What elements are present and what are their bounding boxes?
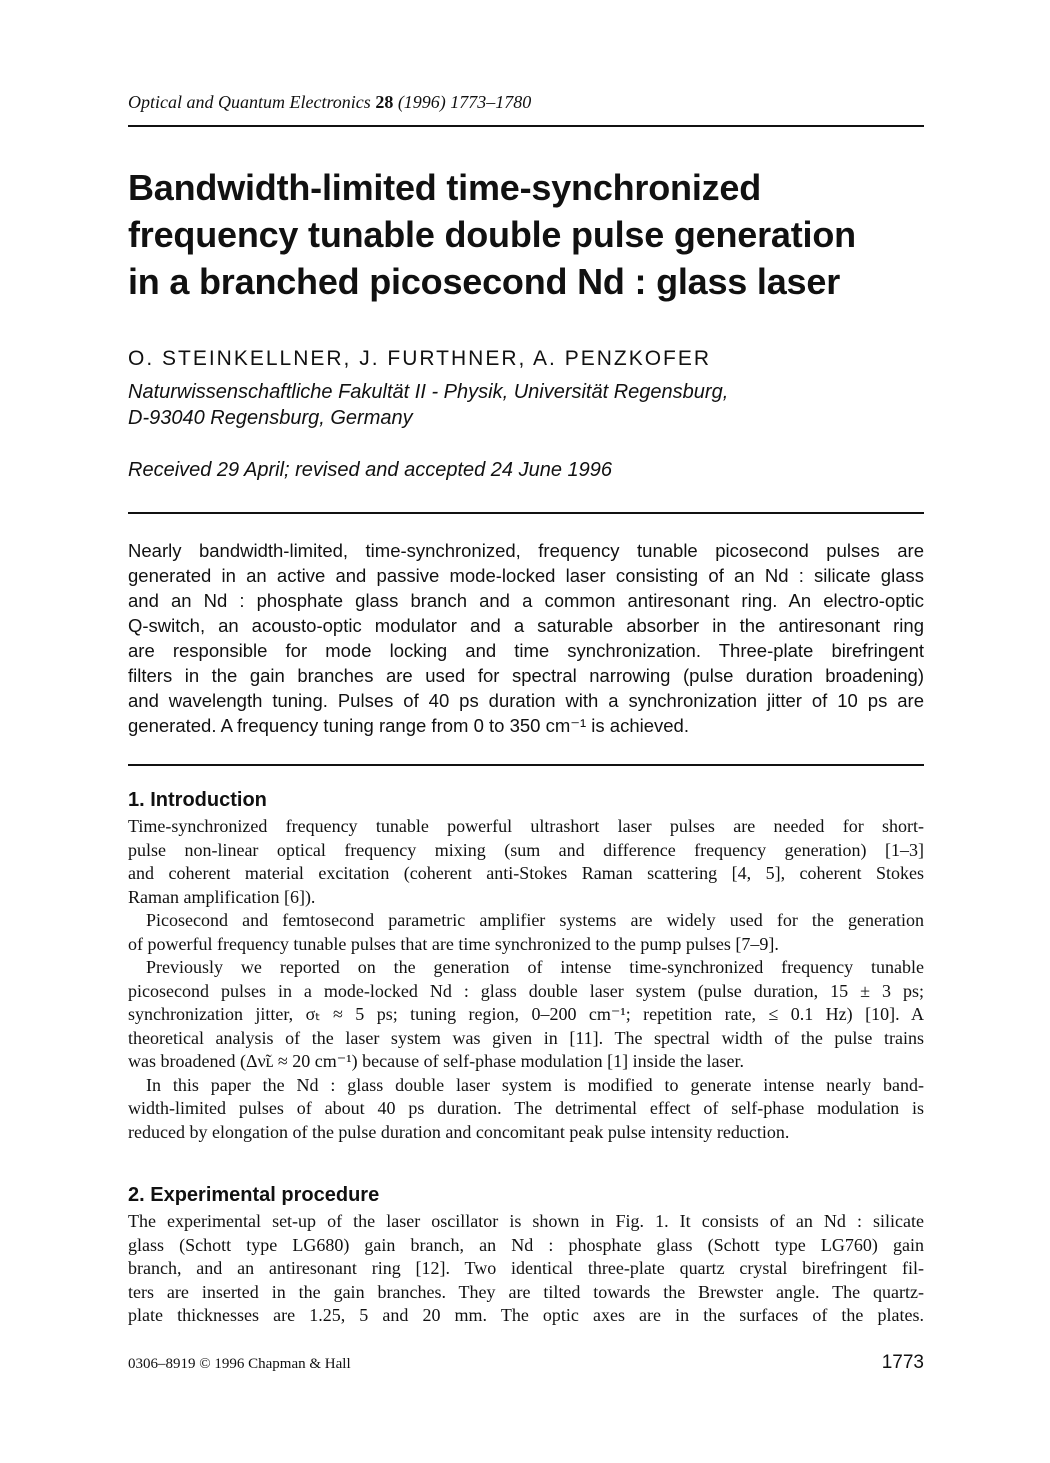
text-line: reduced by elongation of the pulse duration and concomitant peak pulse intensity reduction. bbox=[128, 1121, 790, 1142]
authors: O. STEINKELLNER, J. FURTHNER, A. PENZKOFER bbox=[128, 347, 712, 370]
abstract-bottom-rule bbox=[128, 764, 924, 766]
text-line: picosecond pulses in a mode-locked Nd : glass double laser system (pulse duration, 15 ± 3 ps; bbox=[128, 980, 924, 1001]
section-heading-experimental: 2. Experimental procedure bbox=[128, 1184, 380, 1206]
text-line: was broadened (Δν̃ʟ ≈ 20 cm⁻¹) because of self-phase modulation [1] inside the laser. bbox=[128, 1051, 745, 1071]
introduction-body bbox=[128, 815, 924, 1144]
experimental-body bbox=[128, 1210, 924, 1328]
text-line: Time-synchronized frequency tunable powerful ultrashort laser pulses are needed for short- bbox=[128, 816, 924, 836]
page-number: 1773 bbox=[881, 1352, 924, 1373]
abstract-line: filters in the gain branches are used for spectral narrowing (pulse duration broadening) bbox=[128, 665, 924, 686]
text-line: of powerful frequency tunable pulses that are time synchronized to the pump pulses [7–9]. bbox=[128, 933, 779, 954]
header-rule bbox=[128, 125, 924, 127]
journal-name: Optical and Quantum Electronics bbox=[128, 92, 371, 112]
journal-year-pages: (1996) 1773–1780 bbox=[397, 92, 532, 112]
title-line: Bandwidth-limited time-synchronized bbox=[128, 167, 762, 208]
abstract-line: Q-switch, an acousto-optic modulator and a saturable absorber in the antiresonant ring bbox=[128, 615, 924, 636]
footer-copyright: 0306–8919 © 1996 Chapman & Hall bbox=[128, 1356, 351, 1372]
abstract-line: Nearly bandwidth-limited, time-synchronized, frequency tunable picosecond pulses are bbox=[128, 540, 924, 561]
title-line: frequency tunable double pulse generation bbox=[128, 214, 856, 255]
text-line: plate thicknesses are 1.25, 5 and 20 mm. The optic axes are in the surfaces of the plates. bbox=[128, 1305, 924, 1325]
abstract-line: generated. A frequency tuning range from 0 to 350 cm⁻¹ is achieved. bbox=[128, 715, 689, 736]
abstract-line: and an Nd : phosphate glass branch and a common antiresonant ring. An electro-optic bbox=[128, 590, 924, 611]
text-line: Previously we reported on the generation of intense time-synchronized frequency tunable bbox=[146, 957, 924, 977]
paper-title bbox=[128, 164, 924, 305]
section-heading-introduction: 1. Introduction bbox=[128, 789, 267, 811]
text-line: Picosecond and femtosecond parametric amplifier systems are widely used for the generation bbox=[146, 910, 924, 930]
text-line: synchronization jitter, σₜ ≈ 5 ps; tuning region, 0–200 cm⁻¹; repetition rate, ≤ 0.1 Hz) [10]. A bbox=[128, 1004, 924, 1024]
abstract-line: and wavelength tuning. Pulses of 40 ps duration with a synchronization jitter of 10 ps are bbox=[128, 690, 924, 711]
affiliation-line: D-93040 Regensburg, Germany bbox=[128, 407, 413, 429]
abstract-line: generated in an active and passive mode-locked laser consisting of an Nd : silicate glass bbox=[128, 565, 924, 586]
journal-volume: 28 bbox=[375, 92, 394, 112]
abstract-top-rule bbox=[128, 512, 924, 514]
text-line: Raman amplification [6]). bbox=[128, 886, 316, 907]
affiliation bbox=[128, 379, 728, 431]
abstract bbox=[128, 538, 924, 738]
abstract-line: are responsible for mode locking and time synchronization. Three-plate birefringent bbox=[128, 640, 924, 661]
title-line: in a branched picosecond Nd : glass laser bbox=[128, 261, 841, 302]
journal-header bbox=[128, 92, 531, 113]
received-dates: Received 29 April; revised and accepted 24 June 1996 bbox=[128, 459, 613, 481]
text-line: In this paper the Nd : glass double laser system is modified to generate intense nearly band- bbox=[146, 1074, 924, 1095]
text-line: pulse non-linear optical frequency mixing (sum and difference frequency generation) [1–3] bbox=[128, 839, 924, 860]
text-line: glass (Schott type LG680) gain branch, an Nd : phosphate glass (Schott type LG760) gain bbox=[128, 1234, 924, 1255]
text-line: The experimental set-up of the laser oscillator is shown in Fig. 1. It consists of an Nd : silicate bbox=[128, 1211, 924, 1231]
text-line: branch, and an antiresonant ring [12]. Two identical three-plate quartz crystal birefringent fil- bbox=[128, 1258, 924, 1278]
text-line: width-limited pulses of about 40 ps duration. The detrimental effect of self-phase modulation is bbox=[128, 1098, 924, 1118]
text-line: ters are inserted in the gain branches. They are tilted towards the Brewster angle. The quartz- bbox=[128, 1281, 924, 1302]
text-line: theoretical analysis of the laser system was given in [11]. The spectral width of the pulse trains bbox=[128, 1027, 924, 1048]
text-line: and coherent material excitation (coherent anti-Stokes Raman scattering [4, 5], coherent Stokes bbox=[128, 863, 924, 883]
affiliation-line: Naturwissenschaftliche Fakultät II - Physik, Universität Regensburg, bbox=[128, 381, 729, 403]
